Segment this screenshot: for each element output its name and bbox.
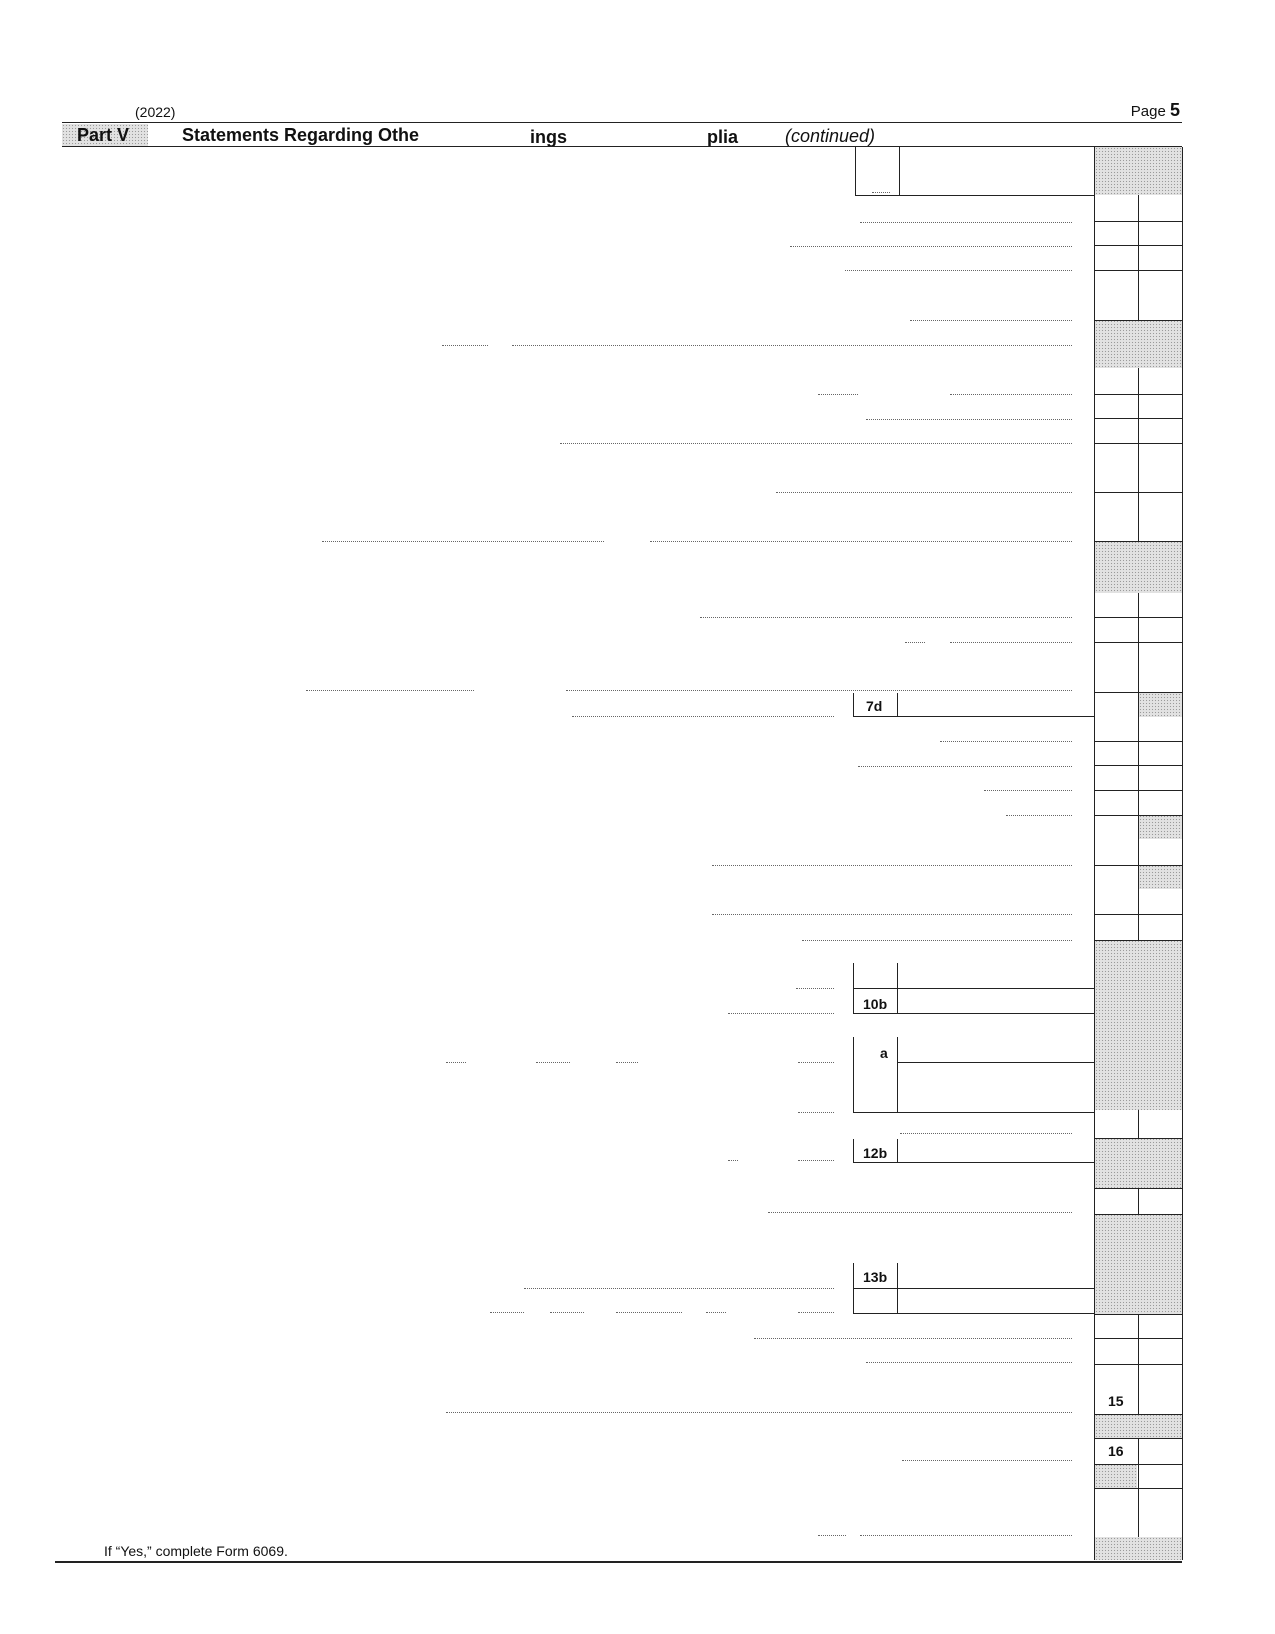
box-line bbox=[897, 693, 898, 717]
row-rule bbox=[1095, 790, 1182, 791]
shade-row-1 bbox=[1095, 147, 1182, 195]
leader-dots bbox=[768, 1212, 1072, 1213]
shade-cell-b bbox=[1139, 865, 1182, 889]
row-rule bbox=[1095, 1214, 1182, 1215]
leader-dots bbox=[572, 716, 834, 717]
leader-dots bbox=[524, 1288, 834, 1289]
box-line bbox=[853, 1037, 854, 1112]
leader-dots bbox=[700, 617, 1072, 618]
row-rule bbox=[1095, 692, 1182, 693]
part-label: Part V bbox=[77, 125, 130, 145]
shade-row-4 bbox=[1139, 693, 1182, 717]
box-line bbox=[853, 1313, 1094, 1314]
line-7d-label: 7d bbox=[866, 698, 883, 714]
shade-block-10 bbox=[1095, 940, 1182, 1110]
leader-dots bbox=[872, 192, 890, 193]
header-rule bbox=[62, 122, 1182, 123]
leader-dots bbox=[798, 1312, 834, 1313]
leader-dots bbox=[798, 1112, 834, 1113]
leader-dots bbox=[796, 988, 834, 989]
row-rule bbox=[1095, 1188, 1182, 1189]
line-13b-label: 13b bbox=[863, 1269, 888, 1285]
row-rule bbox=[1095, 394, 1182, 395]
leader-dots bbox=[728, 1160, 738, 1161]
leader-dots bbox=[984, 790, 1072, 791]
box-line bbox=[855, 147, 856, 195]
line-12b-label: 12b bbox=[863, 1145, 888, 1161]
box-line bbox=[853, 1112, 1094, 1113]
page-label: Page bbox=[1130, 103, 1166, 120]
row-rule bbox=[1095, 1138, 1182, 1139]
leader-dots bbox=[616, 1062, 638, 1063]
leader-dots bbox=[818, 394, 858, 395]
part-rule bbox=[62, 146, 1182, 147]
leader-dots bbox=[1006, 815, 1072, 816]
leader-dots bbox=[490, 1312, 524, 1313]
leader-dots bbox=[566, 690, 1072, 691]
leader-dots bbox=[818, 1535, 846, 1536]
leader-dots bbox=[446, 1412, 1072, 1413]
leader-dots bbox=[910, 320, 1072, 321]
row-rule bbox=[1095, 741, 1182, 742]
row-rule bbox=[1095, 765, 1182, 766]
leader-dots bbox=[858, 766, 1072, 767]
leader-dots bbox=[905, 642, 925, 643]
shade-block-13 bbox=[1095, 1214, 1182, 1314]
row-rule bbox=[1095, 1338, 1182, 1339]
box-line bbox=[855, 195, 1094, 196]
col-line-right bbox=[1182, 147, 1183, 1560]
leader-dots bbox=[536, 1062, 570, 1063]
shade-row-15 bbox=[1095, 1414, 1182, 1438]
row-rule bbox=[1095, 492, 1182, 493]
leader-dots bbox=[860, 1535, 1072, 1536]
leader-dots bbox=[866, 1362, 1072, 1363]
page-number bbox=[1131, 100, 1180, 121]
row-rule bbox=[1095, 1488, 1182, 1489]
shade-block-12 bbox=[1095, 1138, 1182, 1188]
row-rule bbox=[1095, 940, 1182, 941]
part-title-1: Statements Regarding Othe bbox=[182, 125, 420, 145]
page-number-value: 5 bbox=[1169, 100, 1180, 120]
row-rule bbox=[1095, 865, 1182, 866]
leader-dots bbox=[712, 914, 1072, 915]
row-rule bbox=[1095, 221, 1182, 222]
leader-dots bbox=[798, 1062, 834, 1063]
leader-dots bbox=[550, 1312, 584, 1313]
box-line bbox=[853, 693, 854, 717]
box-line bbox=[897, 1037, 898, 1112]
row-rule bbox=[1095, 443, 1182, 444]
leader-dots bbox=[446, 1062, 466, 1063]
leader-dots bbox=[754, 1338, 1072, 1339]
part-continued: (continued) bbox=[785, 126, 876, 146]
shade-row-3 bbox=[1095, 541, 1182, 593]
row-rule bbox=[1095, 1464, 1182, 1465]
box-line bbox=[853, 1013, 1094, 1014]
box-line bbox=[899, 147, 900, 195]
leader-dots bbox=[798, 1160, 834, 1161]
leader-dots bbox=[512, 345, 1072, 346]
row-rule bbox=[1095, 418, 1182, 419]
row-rule bbox=[1095, 642, 1182, 643]
row-rule bbox=[1095, 914, 1182, 915]
leader-dots bbox=[902, 1460, 1072, 1461]
leader-dots bbox=[728, 1013, 834, 1014]
box-line bbox=[897, 1139, 898, 1163]
row-rule bbox=[1095, 270, 1182, 271]
leader-dots bbox=[616, 1312, 682, 1313]
line-a-label: a bbox=[880, 1045, 888, 1061]
leader-dots bbox=[322, 541, 604, 542]
shade-cell-a bbox=[1139, 815, 1182, 839]
box-line bbox=[853, 716, 1094, 717]
leader-dots bbox=[866, 419, 1072, 420]
row-rule bbox=[1095, 1364, 1182, 1365]
line-16-label: 16 bbox=[1108, 1443, 1124, 1459]
row-rule bbox=[1095, 541, 1182, 542]
box-line bbox=[853, 1162, 1094, 1163]
leader-dots bbox=[776, 492, 1072, 493]
footer-rule bbox=[55, 1561, 1182, 1563]
leader-dots bbox=[712, 865, 1072, 866]
shade-row-16 bbox=[1095, 1464, 1137, 1488]
row-rule bbox=[1095, 617, 1182, 618]
leader-dots bbox=[845, 270, 1072, 271]
leader-dots bbox=[790, 246, 1072, 247]
row-rule bbox=[1095, 1414, 1182, 1415]
row-rule bbox=[1095, 1438, 1182, 1439]
leader-dots bbox=[650, 541, 1072, 542]
line-15-label: 15 bbox=[1108, 1393, 1124, 1409]
leader-dots bbox=[560, 443, 1072, 444]
form-year: (2022) bbox=[135, 104, 176, 120]
line-10b-label: 10b bbox=[863, 996, 888, 1012]
row-rule bbox=[1095, 815, 1182, 816]
part-title-3: plia bbox=[707, 127, 739, 147]
shade-row-17 bbox=[1095, 1537, 1182, 1560]
leader-dots bbox=[306, 690, 474, 691]
box-line bbox=[853, 1288, 1094, 1289]
footer-note: If “Yes,” complete Form 6069. bbox=[104, 1543, 288, 1559]
leader-dots bbox=[860, 222, 1072, 223]
box-line bbox=[853, 1139, 854, 1163]
leader-dots bbox=[950, 642, 1072, 643]
row-rule bbox=[1095, 1314, 1182, 1315]
leader-dots bbox=[442, 345, 488, 346]
row-rule bbox=[1095, 245, 1182, 246]
leader-dots bbox=[802, 940, 1072, 941]
row-rule bbox=[1095, 320, 1182, 321]
box-line bbox=[897, 1062, 1094, 1063]
part-title-2: ings bbox=[530, 127, 568, 147]
leader-dots bbox=[706, 1312, 726, 1313]
box-line bbox=[853, 988, 1094, 989]
leader-dots bbox=[950, 394, 1072, 395]
leader-dots bbox=[940, 741, 1072, 742]
shade-row-2 bbox=[1095, 320, 1182, 368]
leader-dots bbox=[900, 1133, 1072, 1134]
